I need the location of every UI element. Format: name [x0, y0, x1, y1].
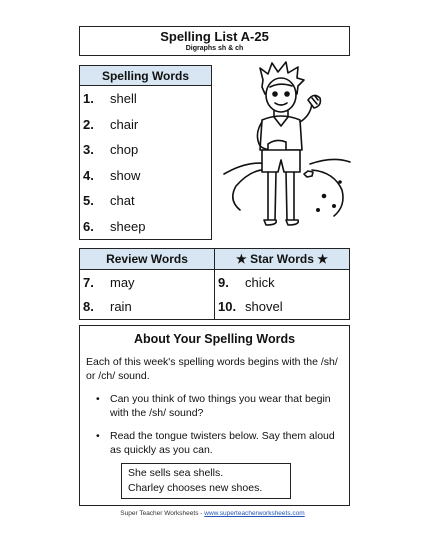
item-number: 7. [83, 274, 94, 290]
right-foot [286, 220, 298, 225]
shell-on-sand [304, 171, 313, 177]
star-words-column [215, 270, 349, 319]
list-item [80, 137, 211, 163]
page-subtitle: Digraphs sh & ch [185, 45, 244, 52]
head [266, 78, 296, 112]
star-words-heading: ★ Star Words ★ [236, 252, 328, 266]
about-bullets [86, 392, 343, 457]
item-word: shell [110, 91, 137, 107]
item-word: chop [110, 142, 139, 158]
item-word: chair [110, 116, 139, 132]
sand-pebble [333, 205, 335, 207]
footer-site-name: Super Teacher Worksheets [120, 510, 199, 517]
tongue-twister: She sells sea shells. [128, 467, 224, 479]
list-item [80, 270, 214, 295]
sand-pebble [323, 195, 326, 198]
item-word: may [110, 274, 135, 290]
about-box [79, 325, 350, 506]
item-number: 8. [83, 299, 94, 315]
list-item [80, 214, 211, 240]
review-star-header [80, 249, 349, 270]
item-number: 10. [218, 299, 237, 315]
item-number: 2. [83, 116, 94, 132]
item-word: show [110, 167, 141, 183]
legs [268, 172, 294, 220]
review-words-column [80, 270, 215, 319]
item-word: chat [110, 193, 135, 209]
item-word: sheep [110, 218, 146, 234]
right-eye [285, 92, 289, 96]
shorts [262, 150, 300, 172]
sand-pebble [317, 209, 319, 211]
item-number: 9. [218, 274, 229, 290]
spelling-words-heading: Spelling Words [80, 66, 211, 86]
left-foot [264, 220, 276, 225]
bullet-item: • Can you think of two things you wear that begin with the /sh/ sound? [94, 392, 343, 420]
item-number: 4. [83, 167, 94, 183]
right-arm [300, 104, 312, 122]
review-words-heading: Review Words [80, 249, 215, 269]
about-intro: Each of this week's spelling words begins with the /sh/ or /ch/ sound. [86, 356, 338, 382]
item-number: 1. [83, 91, 94, 107]
left-eye [273, 92, 277, 96]
list-item [80, 86, 211, 112]
sand-line-back [233, 170, 268, 210]
footer [0, 510, 425, 517]
footer-link[interactable]: www.superteacherworksheets.com [204, 510, 305, 517]
list-item [80, 295, 214, 320]
boy-at-beach-illustration [218, 60, 353, 238]
item-number: 5. [83, 193, 94, 209]
item-number: 6. [83, 218, 94, 234]
footer-separator: - [198, 510, 205, 517]
list-item [80, 188, 211, 214]
tongue-twister-box [121, 463, 291, 499]
list-item [80, 112, 211, 138]
tongue-twister: Charley chooses new shoes. [128, 482, 263, 494]
sand-pebble [339, 181, 341, 183]
spelling-words-box [79, 65, 212, 240]
list-item [215, 295, 349, 320]
item-word: chick [245, 274, 275, 290]
review-star-box [79, 248, 350, 320]
list-item [80, 163, 211, 189]
bullet-item: • Read the tongue twisters below. Say them aloud as quickly as you can. [94, 429, 343, 457]
item-number: 3. [83, 142, 94, 158]
about-heading: About Your Spelling Words [133, 332, 296, 346]
list-item [215, 270, 349, 295]
title-box [79, 26, 350, 56]
item-word: rain [110, 299, 132, 315]
item-word: shovel [245, 299, 283, 315]
page-title: Spelling List A-25 [160, 29, 269, 44]
sand-line-right [310, 159, 350, 164]
